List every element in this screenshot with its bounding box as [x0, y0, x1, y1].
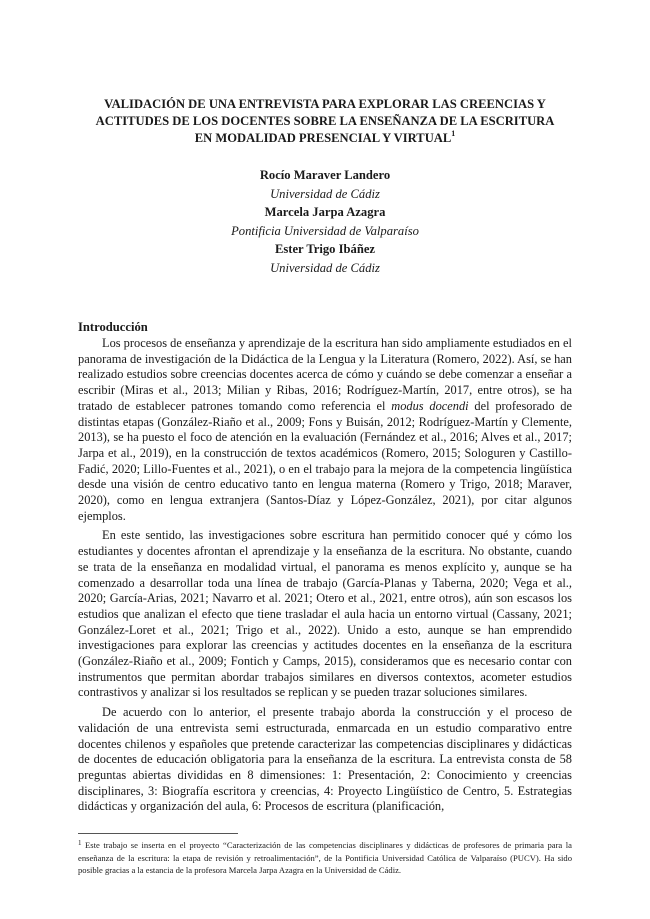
footnote-marker: 1	[78, 839, 82, 847]
body-paragraph-3: De acuerdo con lo anterior, el presente trabajo aborda la construcción y el proceso de validación de una entrevista semi estructurada, enmarcada en un estudio comparativo entre docentes chilenos y españoles que pretende caracterizar las competencias disciplinares y didácticas de docentes de educación obligatoria para la enseñanza de la escritura. La entrevista consta de 58 preguntas abiertas divididas en 8 dimensiones: 1: Presentación, 2: Conocimiento y creencias disciplinares, 3: Biografía escritora y creencias, 4: Proyecto Lingüístico de Centro, 5. Estrategias didácticas y organización del aula, 6: Procesos de escritura (planificación,	[78, 705, 572, 814]
title-line-3	[78, 130, 572, 147]
title-line-2: ACTITUDES DE LOS DOCENTES SOBRE LA ENSEÑANZA DE LA ESCRITURA	[95, 114, 555, 128]
author-affiliation: Universidad de Cádiz	[270, 260, 380, 275]
section-heading: Introducción	[78, 320, 148, 334]
footnote-text: Este trabajo se inserta en el proyecto “Caracterización de las competencias disciplinares y didácticas de profesores de primaria para la enseñanza de la escritura: la etapa de revisión y retroalimentación”, de la Pontificia Universidad Católica de Valparaíso (PUCV). Ha sido posible gracias a la estancia de la profesora Marcela Jarpa Azagra en la Universidad de Cádiz.	[78, 840, 572, 876]
author-affiliation: Universidad de Cádiz	[270, 186, 380, 201]
paragraph-1-text-b: del profesorado de distintas etapas (González-Riaño et al., 2009; Fons y Buisán, 2012; Rodríguez-Martín y Clemente, 2013), se ha puesto el foco de atención en la evaluación (Fernández et al., 2016; Alves et al., 2017; Jarpa et al., 2019), en la construcción de textos académicos (Romero, 2015; Sologuren y Castillo-Fadić, 2020; Lillo-Fuentes et al., 2021), o en el trabajo para la mejora de la competencia lingüística desde una visión de centro educativo tanto en lengua materna (Romero y Trigo, 2018; Maraver, 2020), como en lengua extranjera (Santos-Díaz y López-González, 2021), por citar algunos ejemplos.	[78, 398, 572, 523]
body-paragraph-2: En este sentido, las investigaciones sobre escritura han permitido conocer qué y cómo los estudiantes y docentes afrontan el aprendizaje y la enseñanza de la escritura. No obstante, cuando se trata de la enseñanza en modalidad virtual, el panorama es menos explícito y, aunque se ha comenzado a desarrollar toda una línea de trabajo (García-Planas y Taberna, 2020; Vega et al., 2020; García-Arias, 2021; Navarro et al. 2021; Otero et al., 2021, entre otros), aún son escasos los estudios que analizan el efecto que tiene trasladar el aula hacia un entorno virtual (Cassany, 2021; González-Loret et al., 2021; Trigo et al., 2022). Unido a esto, aunque se han emprendido investigaciones para explorar las creencias y actitudes docentes en la enseñanza de la escritura (González-Riaño et al., 2009; Fontich y Camps, 2015), consideramos que es necesario contar con instrumentos que permitan abordar trabajos similares en diversos contextos, acometer estudios contrastivos y analizar si los resultados se replican y se pueden trazar soluciones similares.	[78, 528, 572, 700]
paper-page	[78, 96, 572, 815]
author-block	[78, 166, 572, 277]
footnote-divider	[78, 833, 238, 834]
title-line-1: VALIDACIÓN DE UNA ENTREVISTA PARA EXPLORAR LAS CREENCIAS Y	[104, 97, 546, 111]
author-name: Marcela Jarpa Azagra	[264, 205, 386, 219]
paper-title	[78, 96, 572, 147]
author-name: Ester Trigo Ibáñez	[274, 242, 376, 256]
body-paragraph-1	[78, 336, 572, 524]
author-affiliation: Pontificia Universidad de Valparaíso	[231, 223, 419, 238]
title-footnote-marker[interactable]: 1	[451, 129, 456, 138]
paragraph-1-text-a: Los procesos de enseñanza y aprendizaje de la escritura han sido ampliamente estudiados en el panorama de investigación de la Didáctica de la Lengua y la Literatura (Romero, 2022). Así, se han realizado estudios sobre creencias docentes acerca de cómo y cuándo se debe comenzar a enseñar a escribir (Miras et al., 2013; Milian y Ribas, 2016; Rodríguez-Martín, 2017, entre otros), se ha tratado de establecer patrones tomando como referencia el	[78, 336, 572, 413]
title-line-3-text: EN MODALIDAD PRESENCIAL Y VIRTUAL	[194, 131, 452, 145]
paragraph-1-emphasis: modus docendi	[391, 398, 469, 413]
footnote	[78, 839, 572, 877]
author-name: Rocío Maraver Landero	[259, 168, 391, 182]
